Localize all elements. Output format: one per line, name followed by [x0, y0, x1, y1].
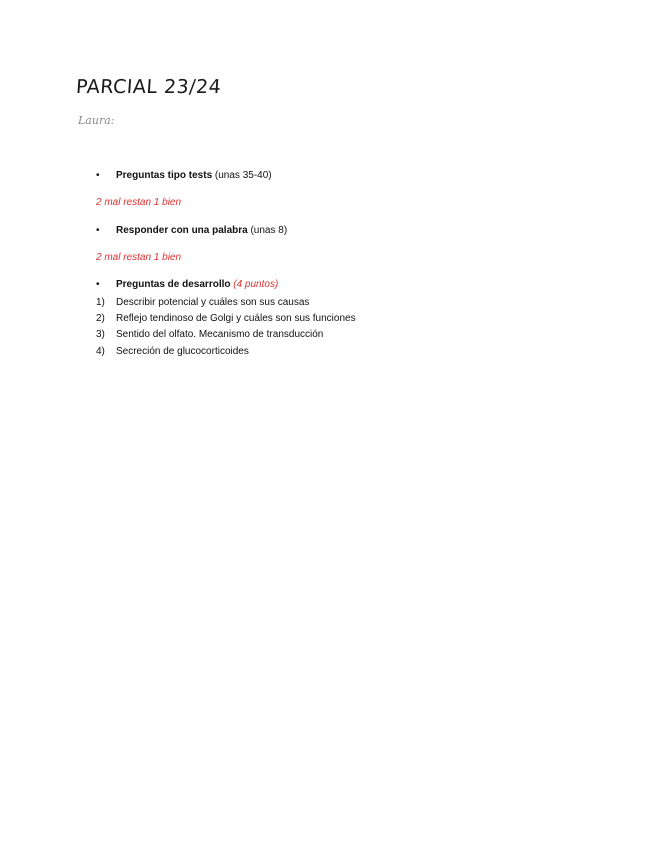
- bullet-icon: •: [96, 170, 100, 181]
- question-text: Describir potencial y cuáles son sus causas: [116, 297, 310, 308]
- section-tests-note: 2 mal restan 1 bien: [96, 197, 182, 208]
- question-item: [96, 312, 356, 326]
- page-title: PARCIAL 23/24: [75, 76, 223, 98]
- question-text: Secreción de glucocorticoides: [116, 346, 249, 357]
- section-develop-points: (4 puntos): [230, 279, 279, 290]
- question-text: Reflejo tendinoso de Golgi y cuáles son sus funciones: [116, 313, 356, 324]
- section-word-note: 2 mal restan 1 bien: [96, 252, 182, 263]
- question-number: 2): [96, 313, 105, 324]
- bullet-icon: •: [96, 225, 100, 236]
- question-number: 1): [96, 297, 105, 308]
- question-item: [96, 296, 309, 310]
- section-tests-bold: Preguntas tipo tests: [116, 170, 213, 181]
- bullet-icon: •: [96, 279, 100, 290]
- section-tests-line: [96, 169, 272, 183]
- author-label: Laura:: [78, 114, 115, 127]
- question-item: [96, 328, 323, 342]
- section-word-bold: Responder con una palabra: [116, 225, 248, 236]
- section-word-line: [96, 224, 287, 238]
- section-word-rest: (unas 8): [247, 225, 288, 236]
- section-develop-line: [96, 278, 278, 292]
- question-number: 3): [96, 329, 105, 340]
- section-tests-rest: (unas 35-40): [212, 170, 272, 181]
- question-item: [96, 345, 249, 359]
- question-text: Sentido del olfato. Mecanismo de transducción: [116, 329, 324, 340]
- question-number: 4): [96, 346, 105, 357]
- section-develop-bold: Preguntas de desarrollo: [116, 279, 231, 290]
